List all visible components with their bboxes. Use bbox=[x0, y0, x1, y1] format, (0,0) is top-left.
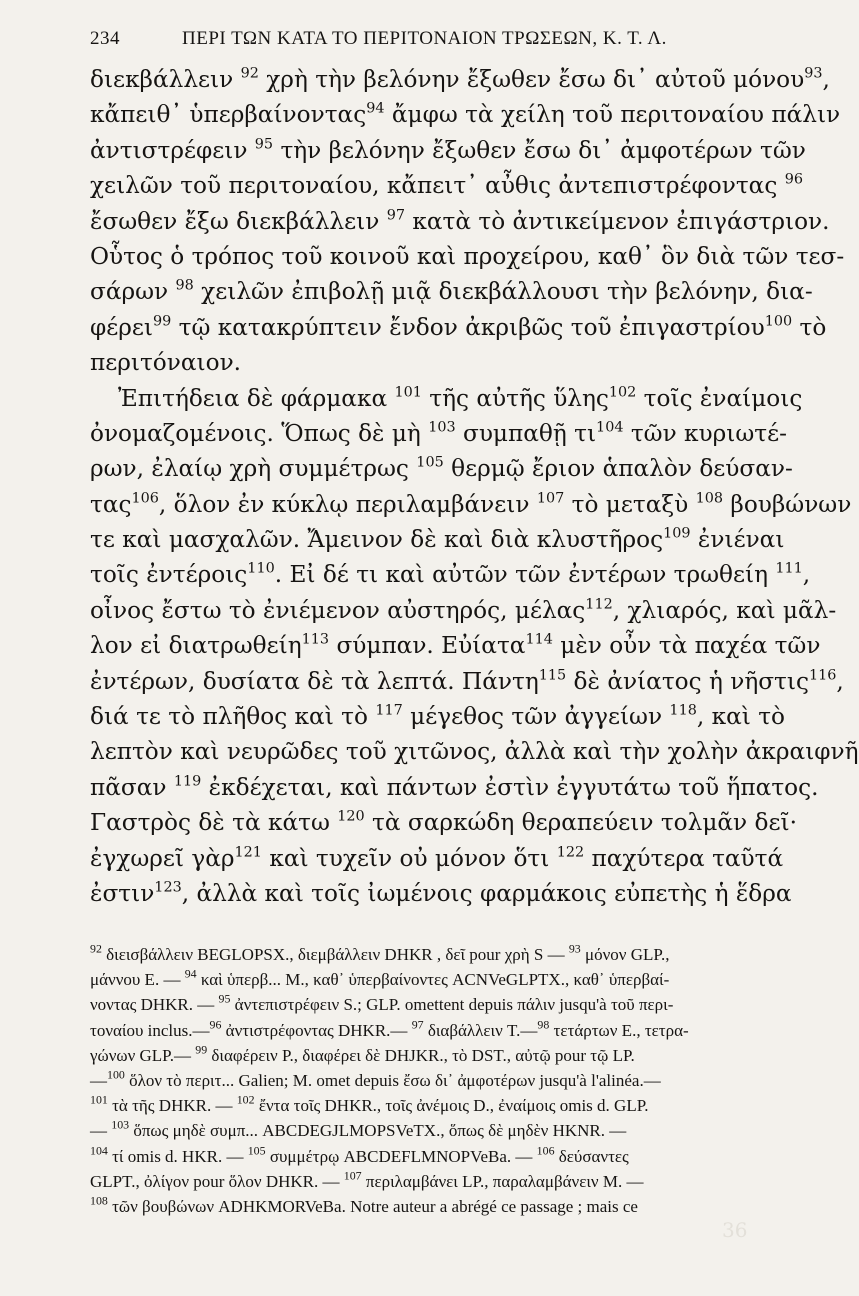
footnote-line: $^{101}$ τὰ τῆς DHKR. — $^{102}$ ἔντα τοῖς DHKR., τοῖς ἀνέμοις D., ἐναίμοις omis d. GLP. bbox=[90, 1092, 649, 1116]
main-text bbox=[90, 62, 859, 911]
footnote-line: γώνων GLP.— $^{99}$ διαφέρειν P., διαφέρει δὲ DHJKR., τὸ DST., αὐτῷ pour τῷ LP. bbox=[90, 1042, 635, 1065]
text-line: ἐγχωρεῖ γὰρ$^{121}$ καὶ τυχεῖν οὐ μόνον ὅτι $^{122}$ παχύτερα ταῦτά bbox=[90, 844, 784, 872]
text-line: τας$^{106}$, ὅλον ἐν κύκλῳ περιλαμβάνειν $^{107}$ τὸ μεταξὺ $^{108}$ βουβώνων bbox=[90, 490, 852, 518]
text-line: ἐστιν$^{123}$, ἀλλὰ καὶ τοῖς ἰωμένοις φαρμάκοις εὐπετὴς ἡ ἕδρα bbox=[90, 879, 792, 907]
text-line: ρων, ἐλαίῳ χρὴ συμμέτρως $^{105}$ θερμῷ ἔριον ἁπαλὸν δεύσαν- bbox=[90, 454, 793, 483]
folio-signature: 36 bbox=[722, 1218, 748, 1242]
footnote-line: GLPT., ὀλίγον pour ὅλον DHKR. — $^{107}$ περιλαμβάνει LP., παραλαμβάνειν M. — bbox=[90, 1167, 644, 1191]
text-line: οἶνος ἔστω τὸ ἐνιέμενον αὐστηρός, μέλας$^{112}$, χλιαρός, καὶ μᾶλ- bbox=[90, 596, 837, 624]
footnote-line: νοντας DHKR. — $^{95}$ ἀντεπιστρέφειν S.; GLP. omettent depuis πάλιν jusqu'à τοῦ περι- bbox=[90, 991, 674, 1015]
text-line: διεκβάλλειν $^{92}$ χρὴ τὴν βελόνην ἔξωθεν ἔσω δι᾽ αὐτοῦ μόνου$^{93}$, bbox=[90, 65, 830, 93]
text-line: ὀνομαζομένοις. Ὅπως δὲ μὴ $^{103}$ συμπαθῇ $\tau\iota^{104}$ τῶν κυριωτέ- bbox=[90, 419, 787, 447]
footnote-line: $^{104}$ τί omis d. HKR. — $^{105}$ συμμέτρῳ ABCDEFLMNOPVeBa. — $^{106}$ δεύσαντες bbox=[90, 1142, 629, 1166]
text-line: τοῖς ἐντέροις$^{110}$. Εἰ δέ τι καὶ αὐτῶν τῶν ἐντέρων τρωθείη $^{111}$, bbox=[90, 561, 811, 589]
page-number: 234 bbox=[90, 28, 120, 49]
footnote-line: —$^{100}$ ὅλον τὸ περιτ... Galien; M. omet depuis ἔσω δι᾽ ἀμφοτέρων jusqu'à l'alinéa.— bbox=[90, 1067, 661, 1090]
text-line: σάρων $^{98}$ χειλῶν ἐπιβολῇ μιᾷ διεκβάλλουσι τὴν βελόνην, δια- bbox=[90, 278, 813, 306]
text-line: ἐντέρων, δυσίατα δὲ τὰ λεπτά. Πάντη$^{115}$ δὲ ἀνίατος ἡ νῆστις$^{116}$, bbox=[90, 667, 844, 695]
running-title: ΠΕΡΙ ΤΩΝ ΚΑΤΑ ΤΟ ΠΕΡΙΤΟΝΑΙΟΝ ΤΡΩΣΕΩΝ, Κ. Τ. Λ. bbox=[182, 28, 667, 49]
footnote-line: — $^{103}$ ὅπως μηδὲ συμπ... ABCDEGJLMOPSVeTX., ὅπως δὲ μηδὲν HKNR. — bbox=[90, 1117, 627, 1141]
text-line: ἀντιστρέφειν $^{95}$ τὴν βελόνην ἔξωθεν ἔσω δι᾽ ἀμφοτέρων τῶν bbox=[90, 136, 806, 164]
text-line: κἄπειθ᾽ ὑπερβαίνοντας$^{94}$ ἄμφω τὰ χείλη τοῦ περιτοναίου πάλιν bbox=[90, 101, 841, 129]
text-line: Οὗτος ὁ τρόπος τοῦ κοινοῦ καὶ προχείρου, καθ᾽ ὃν διὰ τῶν τεσ- bbox=[90, 242, 845, 270]
text-line: χειλῶν τοῦ περιτοναίου, κἄπειτ᾽ αὖθις ἀντεπιστρέφοντας $^{96}$ bbox=[90, 171, 803, 200]
footnote-line: τοναίου inclus.—$^{96}$ ἀντιστρέφοντας DHKR.— $^{97}$ διαβάλλειν T.—$^{98}$ τετάρτων E., τετρα- bbox=[90, 1016, 689, 1040]
footnote-line: $^{108}$ τῶν βουβώνων ADHKMORVeBa. Notre auteur a abrégé ce passage ; mais ce bbox=[90, 1193, 638, 1216]
text-line: τε καὶ μασχαλῶν. Ἄμεινον δὲ καὶ διὰ κλυστῆρος$^{109}$ ἐνιέναι bbox=[90, 525, 785, 554]
footnote-line: μάννου E. — $^{94}$ καὶ ὑπερβ... M., καθ᾽ ὑπερβαίνοντες ACNVeGLPTX., καθ᾽ ὑπερβαί- bbox=[90, 966, 670, 990]
text-line: περιτόναιον. bbox=[90, 349, 242, 377]
text-line: Γαστρὸς δὲ τὰ κάτω $^{120}$ τὰ σαρκώδη θεραπεύειν τολμᾶν δεῖ· bbox=[90, 808, 797, 837]
running-header bbox=[90, 28, 770, 54]
text-line: λεπτὸν καὶ νευρῶδες τοῦ χιτῶνος, ἀλλὰ καὶ τὴν χολὴν ἀκραιφνῆ bbox=[90, 738, 859, 766]
text-line: ἔσωθεν ἔξω διεκβάλλειν $^{97}$ κατὰ τὸ ἀντικείμενον ἐπιγάστριον. bbox=[90, 207, 830, 235]
text-line: διά τε τὸ πλῆθος καὶ τὸ $^{117}$ μέγεθος τῶν ἀγγείων $^{118}$, καὶ τὸ bbox=[90, 702, 786, 731]
footnote-line: $^{92}$ διεισβάλλειν BEGLOPSX., διεμβάλλειν DHKR , δεῖ pour χρὴ S — $^{93}$ μόνον GLP., bbox=[90, 941, 670, 964]
text-line: φέρει$^{99}$ τῷ κατακρύπτειν ἔνδον ἀκριβῶς τοῦ ἐπιγαστρίου$^{100}$ τὸ bbox=[90, 313, 827, 341]
text-line: λον εἰ διατρωθείη$^{113}$ σύμπαν. Εὐίατα$^{114}$ μὲν οὖν τὰ παχέα τῶν bbox=[90, 631, 821, 660]
text-line: πᾶσαν $^{119}$ ἐκδέχεται, καὶ πάντων ἐστὶν ἐγγυτάτω τοῦ ἥπατος. bbox=[90, 773, 819, 801]
text-line: Ἐπιτήδεια δὲ φάρμακα $^{101}$ τῆς αὐτῆς ὕλης$^{102}$ τοῖς ἐναίμοις bbox=[118, 384, 803, 412]
footnotes bbox=[90, 942, 768, 1219]
